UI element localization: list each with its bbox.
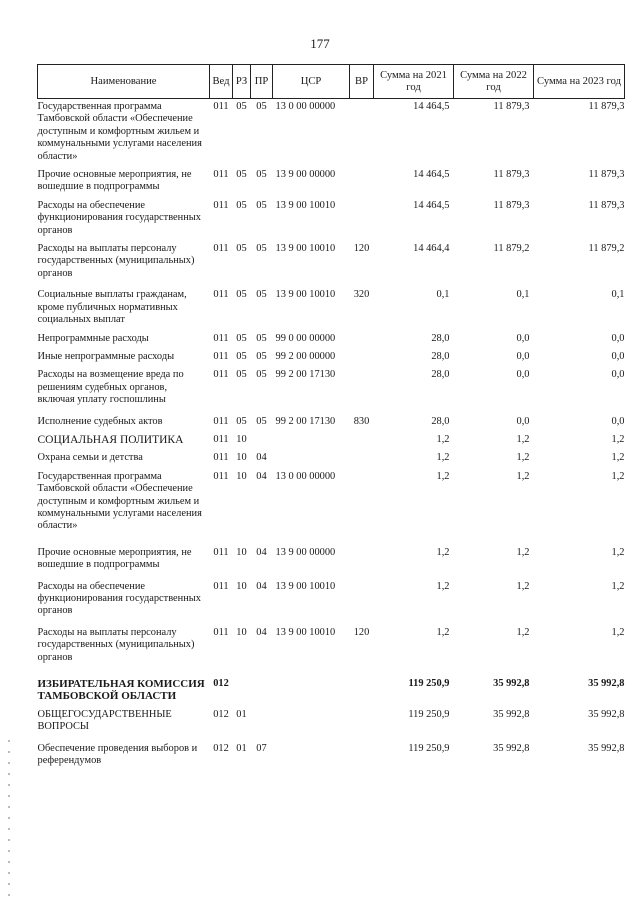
header-name: Наименование xyxy=(38,65,210,99)
row-sum-2022: 1,2 xyxy=(516,546,530,558)
row-pr: 05 xyxy=(256,415,267,427)
row-sum-2023: 0,0 xyxy=(611,350,625,362)
table-row xyxy=(38,734,625,768)
row-sum-2022: 35 992,8 xyxy=(493,742,530,754)
row-sum-2023: 11 879,3 xyxy=(588,101,625,112)
row-sum-2021: 28,0 xyxy=(431,350,450,362)
row-ved: 011 xyxy=(213,626,229,638)
table-row xyxy=(38,280,625,326)
row-name: Расходы на обеспечение функционирования государственных органов xyxy=(37,199,201,236)
row-sum-2022: 35 992,8 xyxy=(493,708,530,720)
row-ved: 011 xyxy=(213,580,229,592)
table-row xyxy=(38,664,625,703)
row-rz: 10 xyxy=(236,470,247,482)
row-pr: 05 xyxy=(256,332,267,344)
row-name: Прочие основные мероприятия, не вошедшие в подпрограммы xyxy=(37,169,192,193)
row-name: Охрана семьи и детства xyxy=(37,452,143,464)
table-row xyxy=(38,618,625,664)
header-pr: ПР xyxy=(251,65,273,99)
row-ved: 011 xyxy=(213,470,229,482)
row-pr: 04 xyxy=(256,546,267,558)
row-pr xyxy=(251,703,273,734)
row-sum-2022: 0,1 xyxy=(516,289,530,301)
row-vr: 120 xyxy=(353,626,370,638)
row-rz: 10 xyxy=(236,626,247,638)
row-ved: 011 xyxy=(213,199,229,211)
row-csr: 13 9 00 10010 xyxy=(275,289,336,301)
row-rz: 05 xyxy=(236,199,247,211)
row-vr xyxy=(350,345,374,363)
row-pr: 05 xyxy=(256,289,267,301)
row-sum-2022: 0,0 xyxy=(516,350,530,362)
row-sum-2021: 1,2 xyxy=(436,470,450,482)
row-pr: 05 xyxy=(256,369,267,381)
table-row xyxy=(38,428,625,446)
row-vr xyxy=(350,446,374,464)
row-csr: 13 0 00 00000 xyxy=(275,101,336,112)
row-rz: 05 xyxy=(236,289,247,301)
row-ved: 011 xyxy=(213,101,229,112)
row-sum-2023: 1,2 xyxy=(611,470,625,482)
row-csr: 13 9 00 10010 xyxy=(275,626,336,638)
table-row xyxy=(38,446,625,464)
row-name: СОЦИАЛЬНАЯ ПОЛИТИКА xyxy=(37,433,184,446)
table-row xyxy=(38,533,625,572)
row-sum-2023: 0,0 xyxy=(611,332,625,344)
row-vr xyxy=(350,163,374,194)
row-vr: 320 xyxy=(353,289,370,301)
row-rz: 05 xyxy=(236,332,247,344)
row-sum-2022: 11 879,3 xyxy=(493,169,530,181)
row-name: Государственная программа Тамбовской области «Обеспечение доступным и комфортным жильем и коммунальными услугами населения области» xyxy=(37,101,202,162)
table-row xyxy=(38,194,625,237)
page-number: 177 xyxy=(310,36,330,51)
row-vr xyxy=(350,734,374,768)
row-pr: 05 xyxy=(256,169,267,181)
row-pr: 07 xyxy=(256,742,267,754)
row-sum-2022: 0,0 xyxy=(516,332,530,344)
row-name: Социальные выплаты гражданам, кроме публичных нормативных социальных выплат xyxy=(37,289,187,326)
row-name: Расходы на возмещение вреда по решениям судебных органов, включая уплату госпошлины xyxy=(37,369,184,406)
row-name: Государственная программа Тамбовской области «Обеспечение доступным и комфортным жильем и коммунальными услугами населения области» xyxy=(37,470,202,532)
row-sum-2022: 1,2 xyxy=(516,470,530,482)
row-vr xyxy=(350,428,374,446)
row-rz: 10 xyxy=(236,433,247,445)
row-sum-2022: 1,2 xyxy=(516,452,530,464)
row-csr xyxy=(273,703,350,734)
row-rz: 05 xyxy=(236,415,247,427)
row-sum-2023: 1,2 xyxy=(611,580,625,592)
row-csr: 13 9 00 10010 xyxy=(275,243,336,255)
row-rz: 05 xyxy=(236,350,247,362)
row-pr xyxy=(251,664,273,703)
row-sum-2021: 28,0 xyxy=(431,369,450,381)
header-rz: РЗ xyxy=(233,65,251,99)
row-vr xyxy=(350,664,374,703)
row-rz: 10 xyxy=(236,580,247,592)
row-name: Расходы на обеспечение функционирования государственных органов xyxy=(37,580,201,617)
table-row xyxy=(38,407,625,428)
table-row xyxy=(38,163,625,194)
row-pr: 05 xyxy=(256,350,267,362)
row-vr: 830 xyxy=(353,415,370,427)
row-ved: 012 xyxy=(213,742,229,754)
table-row xyxy=(38,703,625,734)
row-vr xyxy=(350,363,374,406)
row-sum-2023: 1,2 xyxy=(611,452,625,464)
header-ved: Вед xyxy=(210,65,233,99)
row-sum-2023: 35 992,8 xyxy=(588,708,625,720)
scan-edge-marks xyxy=(8,740,10,900)
row-csr: 99 0 00 00000 xyxy=(275,332,336,344)
row-rz: 01 xyxy=(236,708,247,720)
row-ved: 011 xyxy=(213,369,229,381)
row-sum-2023: 1,2 xyxy=(611,433,625,445)
row-sum-2023: 0,1 xyxy=(611,289,625,301)
row-pr: 05 xyxy=(256,101,267,112)
row-csr: 13 9 00 10010 xyxy=(275,580,336,592)
table-header xyxy=(38,65,625,99)
row-ved: 011 xyxy=(213,546,229,558)
row-sum-2021: 1,2 xyxy=(436,580,450,592)
row-pr: 04 xyxy=(256,470,267,482)
row-sum-2023: 0,0 xyxy=(611,415,625,427)
row-csr xyxy=(273,734,350,768)
row-sum-2022: 11 879,3 xyxy=(493,101,530,112)
row-rz: 05 xyxy=(236,243,247,255)
row-pr: 04 xyxy=(256,580,267,592)
table-row xyxy=(38,345,625,363)
row-name: Непрограммные расходы xyxy=(37,332,149,344)
table-row xyxy=(38,363,625,406)
row-sum-2021: 14 464,5 xyxy=(413,169,450,181)
row-sum-2021: 14 464,5 xyxy=(413,101,450,112)
row-csr: 13 9 00 10010 xyxy=(275,199,336,211)
row-sum-2022: 0,0 xyxy=(516,369,530,381)
row-rz: 05 xyxy=(236,369,247,381)
header-vr: ВР xyxy=(350,65,374,99)
row-vr: 120 xyxy=(353,243,370,255)
row-sum-2021: 1,2 xyxy=(436,452,450,464)
row-rz: 10 xyxy=(236,452,247,464)
row-vr xyxy=(350,533,374,572)
row-rz: 10 xyxy=(236,546,247,558)
row-csr: 99 2 00 00000 xyxy=(275,350,336,362)
row-sum-2021: 119 250,9 xyxy=(408,678,450,690)
header-sum-2023: Сумма на 2023 год xyxy=(534,65,625,99)
row-sum-2021: 14 464,4 xyxy=(413,243,450,255)
table-row xyxy=(38,99,625,164)
row-ved: 011 xyxy=(213,289,229,301)
row-name: Исполнение судебных актов xyxy=(37,415,163,427)
row-vr xyxy=(350,99,374,164)
row-name: Прочие основные мероприятия, не вошедшие в подпрограммы xyxy=(37,546,192,571)
row-ved: 011 xyxy=(213,332,229,344)
row-rz: 05 xyxy=(236,101,247,112)
table-row xyxy=(38,465,625,533)
row-csr: 13 9 00 00000 xyxy=(275,546,336,558)
row-pr: 05 xyxy=(256,243,267,255)
row-ved: 012 xyxy=(213,678,229,690)
row-csr: 13 0 00 00000 xyxy=(275,470,336,482)
row-sum-2023: 1,2 xyxy=(611,546,625,558)
row-csr: 13 9 00 00000 xyxy=(275,169,336,181)
row-csr: 99 2 00 17130 xyxy=(275,369,336,381)
row-vr xyxy=(350,465,374,533)
row-sum-2023: 1,2 xyxy=(611,626,625,638)
header-csr: ЦСР xyxy=(273,65,350,99)
row-sum-2023: 11 879,3 xyxy=(588,169,625,181)
row-sum-2021: 14 464,5 xyxy=(413,199,450,211)
row-sum-2023: 35 992,8 xyxy=(588,742,625,754)
row-sum-2022: 1,2 xyxy=(516,433,530,445)
row-pr: 05 xyxy=(256,199,267,211)
row-sum-2023: 0,0 xyxy=(611,369,625,381)
row-sum-2021: 119 250,9 xyxy=(408,708,450,720)
row-sum-2022: 35 992,8 xyxy=(493,678,530,690)
row-sum-2023: 35 992,8 xyxy=(588,678,625,690)
row-ved: 011 xyxy=(213,415,229,427)
row-vr xyxy=(350,572,374,618)
row-pr: 04 xyxy=(256,626,267,638)
row-csr xyxy=(273,664,350,703)
row-sum-2023: 11 879,3 xyxy=(588,199,625,211)
table-row xyxy=(38,572,625,618)
row-ved: 011 xyxy=(213,169,229,181)
header-sum-2021: Сумма на 2021 год xyxy=(374,65,454,99)
row-csr xyxy=(273,428,350,446)
table-row xyxy=(38,327,625,345)
row-ved: 011 xyxy=(213,350,229,362)
row-name: Расходы на выплаты персоналу государственных (муниципальных) органов xyxy=(37,626,195,663)
row-name: ОБЩЕГОСУДАРСТВЕННЫЕ ВОПРОСЫ xyxy=(37,708,172,733)
row-vr xyxy=(350,327,374,345)
row-sum-2021: 0,1 xyxy=(436,289,450,301)
header-sum-2022: Сумма на 2022 год xyxy=(454,65,534,99)
row-sum-2021: 1,2 xyxy=(436,433,450,445)
row-pr: 04 xyxy=(256,452,267,464)
row-vr xyxy=(350,194,374,237)
row-ved: 011 xyxy=(213,433,229,445)
row-vr xyxy=(350,703,374,734)
row-sum-2022: 11 879,3 xyxy=(493,199,530,211)
budget-table xyxy=(37,64,625,767)
row-ved: 012 xyxy=(213,708,229,720)
row-sum-2021: 1,2 xyxy=(436,626,450,638)
row-sum-2021: 28,0 xyxy=(431,415,450,427)
row-rz xyxy=(233,664,251,703)
row-csr: 99 2 00 17130 xyxy=(275,415,336,427)
row-sum-2023: 11 879,2 xyxy=(588,243,625,255)
table-body xyxy=(38,99,625,768)
row-sum-2021: 119 250,9 xyxy=(408,742,450,754)
row-sum-2022: 11 879,2 xyxy=(493,243,530,255)
row-name: Иные непрограммные расходы xyxy=(37,350,175,362)
row-sum-2021: 28,0 xyxy=(431,332,450,344)
row-sum-2022: 1,2 xyxy=(516,580,530,592)
row-sum-2021: 1,2 xyxy=(436,546,450,558)
row-rz: 01 xyxy=(236,742,247,754)
row-name: ИЗБИРАТЕЛЬНАЯ КОМИССИЯ ТАМБОВСКОЙ ОБЛАСТИ xyxy=(37,678,205,703)
row-ved: 011 xyxy=(213,452,229,464)
table-row xyxy=(38,237,625,280)
row-sum-2022: 1,2 xyxy=(516,626,530,638)
row-name: Расходы на выплаты персоналу государственных (муниципальных) органов xyxy=(37,243,195,279)
row-ved: 011 xyxy=(213,243,229,255)
row-rz: 05 xyxy=(236,169,247,181)
row-sum-2022: 0,0 xyxy=(516,415,530,427)
row-name: Обеспечение проведения выборов и референдумов xyxy=(37,742,198,767)
row-csr xyxy=(273,446,350,464)
row-pr xyxy=(251,428,273,446)
